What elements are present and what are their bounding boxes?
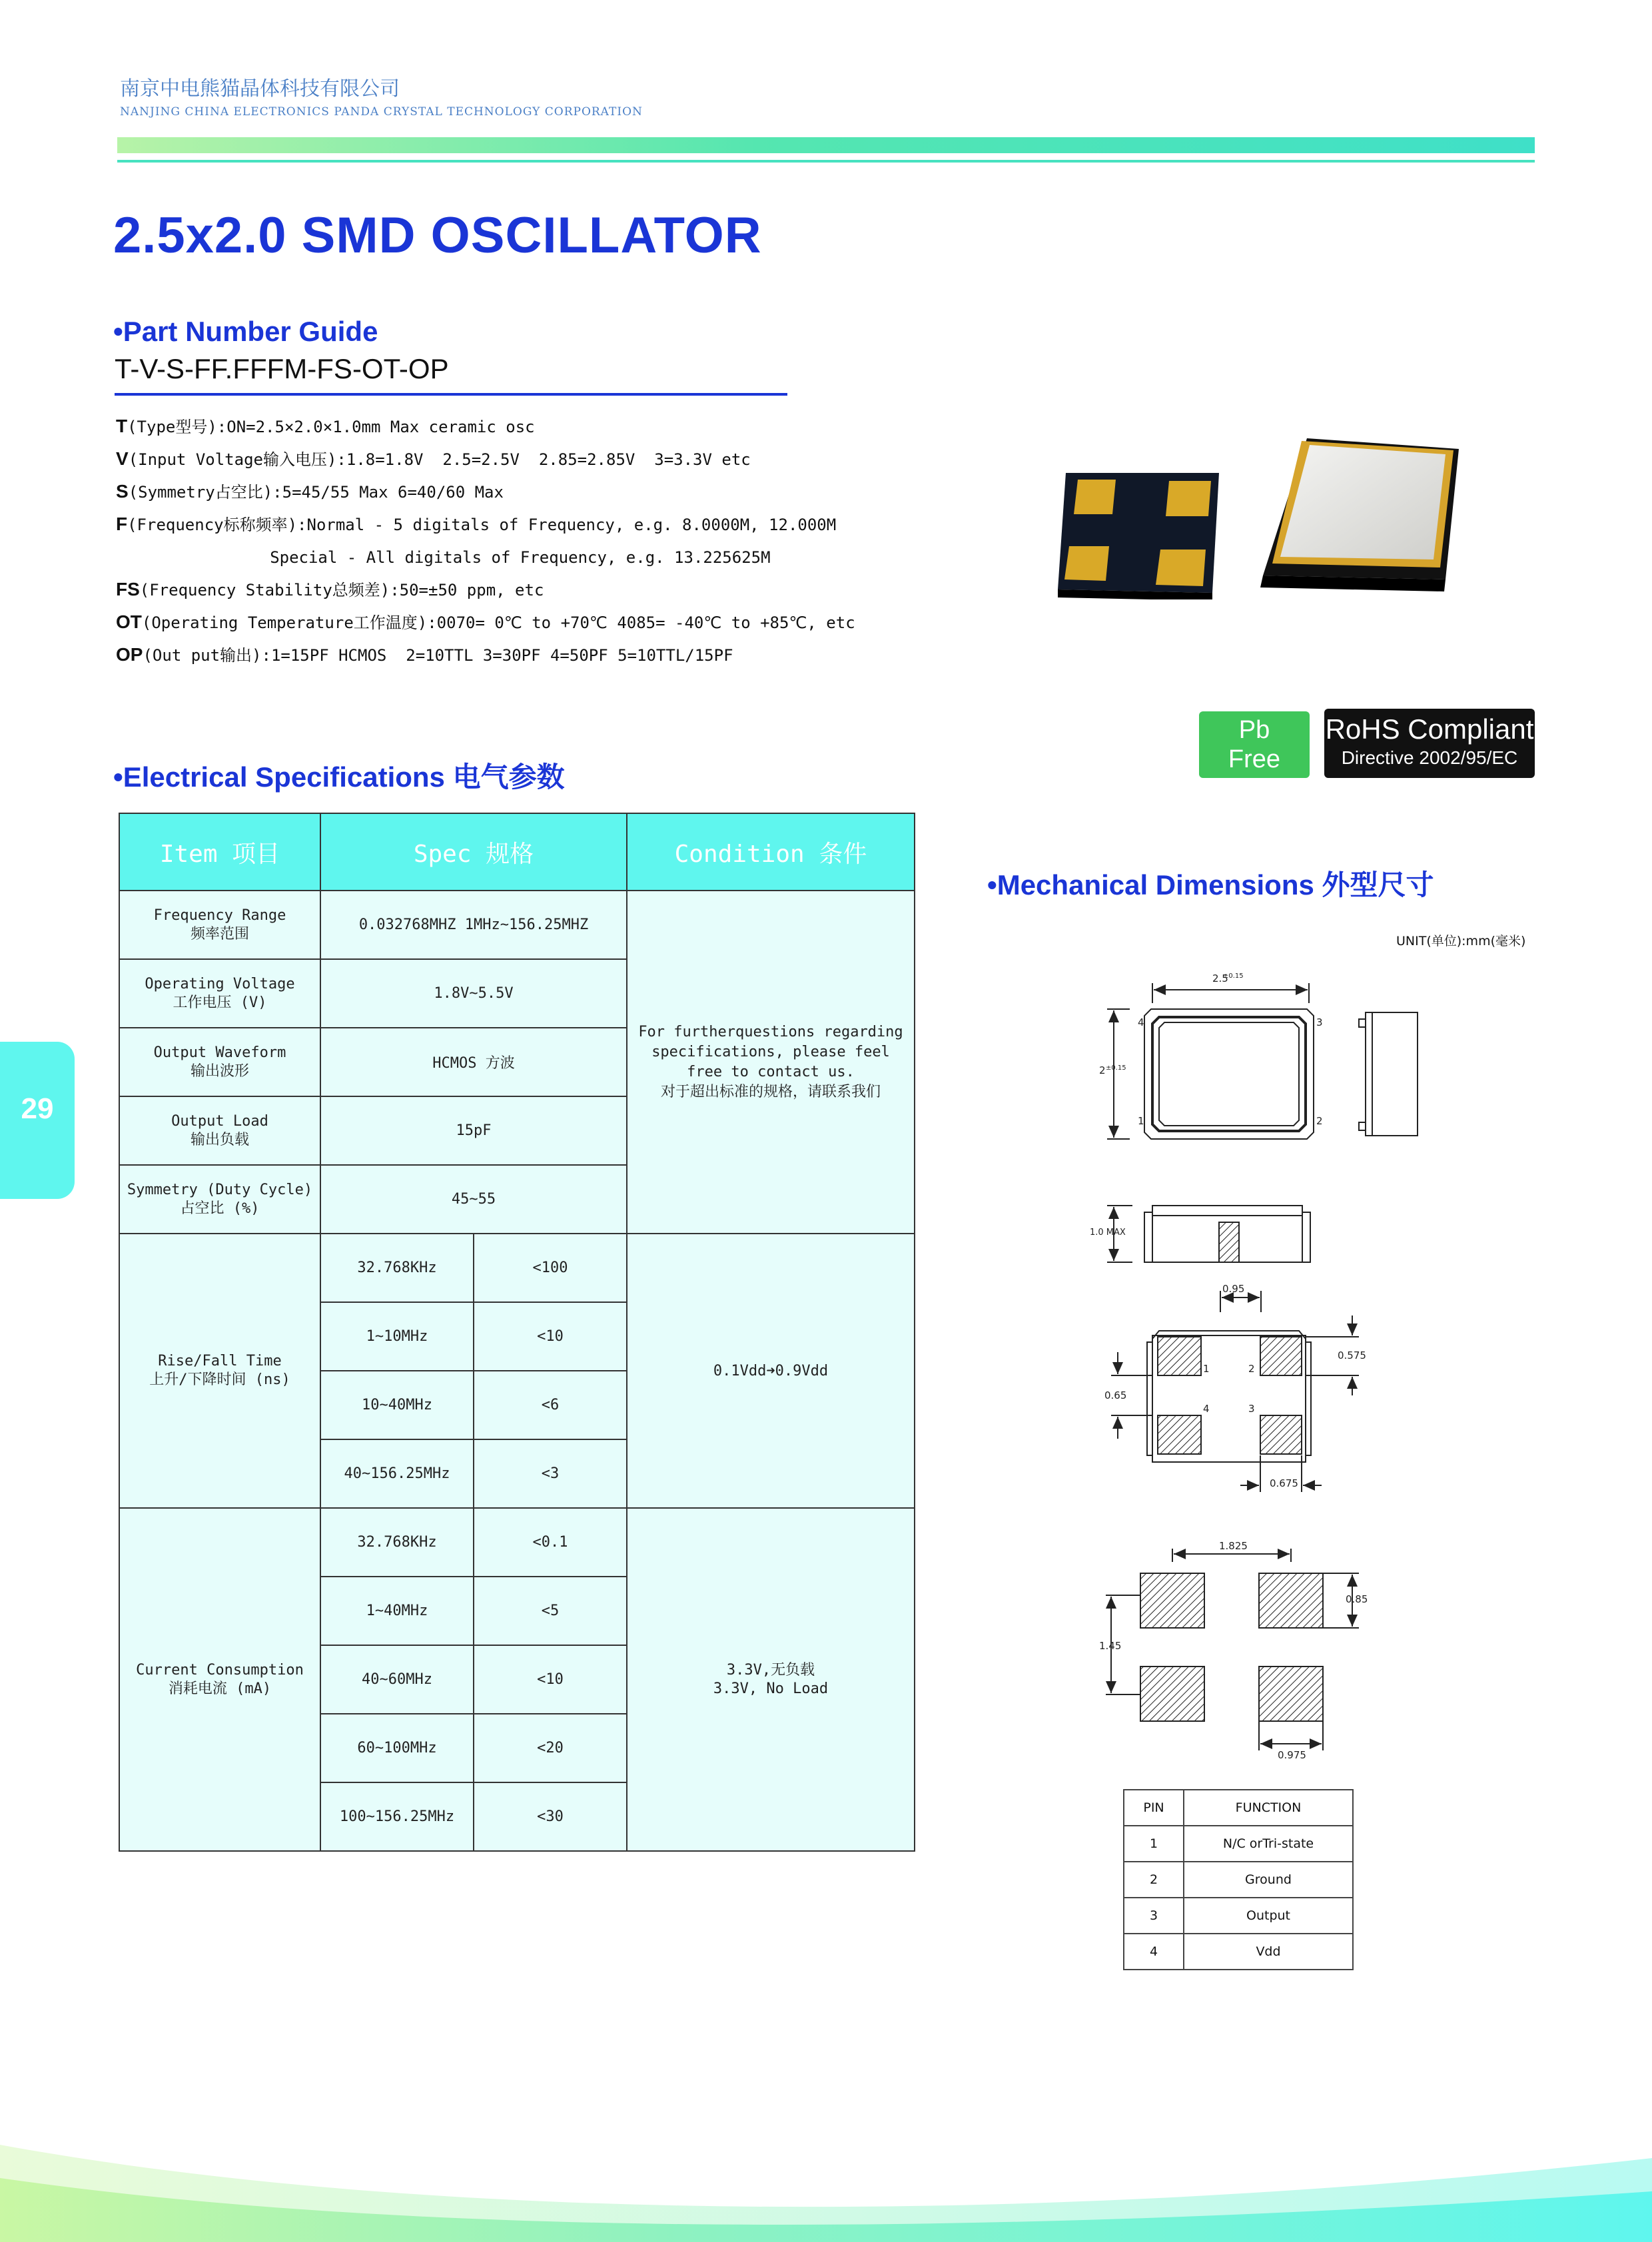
pin-function: Vdd	[1184, 1934, 1353, 1970]
value-cell: <0.1	[474, 1508, 627, 1577]
company-name-en: NANJING CHINA ELECTRONICS PANDA CRYSTAL TECHNOLOGY CORPORATION	[120, 105, 643, 119]
guide-line-frequency: F(Frequency标称频率):Normal - 5 digitals of Frequency, e.g. 8.0000M, 12.000M	[116, 514, 837, 534]
bottom-wave-decoration	[0, 2118, 1652, 2242]
bottom-pin-4: 4	[1203, 1403, 1210, 1415]
freq-cell: 60~100MHz	[320, 1714, 474, 1782]
current-condition-cell: 3.3V,无负载 3.3V, No Load	[627, 1508, 915, 1851]
side-view-drawing	[1090, 1206, 1310, 1262]
dim-height: 1.0 MAX	[1090, 1228, 1126, 1238]
function-header: FUNCTION	[1184, 1790, 1353, 1826]
oscillator-top-view	[1260, 438, 1459, 591]
guide-line-output: OP(Out put输出):1=15PF HCMOS 2=10TTL 3=30PF 4=50PF 5=10TTL/15PF	[116, 644, 733, 665]
spec-cell: 45~55	[320, 1165, 627, 1234]
freq-cell: 40~156.25MHz	[320, 1439, 474, 1508]
top-pin-4: 4	[1138, 1016, 1144, 1028]
dim-land-v: 1.45	[1099, 1640, 1122, 1652]
pb-free-line2: Free	[1228, 745, 1281, 773]
dim-land-w: 0.975	[1278, 1749, 1306, 1761]
dim-width-tol: ±0.15	[1106, 1064, 1126, 1072]
dim-length: 2.5	[1212, 972, 1228, 984]
value-cell: <100	[474, 1234, 627, 1302]
top-view-drawing	[1066, 952, 1418, 1139]
dim-width: 2	[1099, 1064, 1106, 1076]
dim-pad-gap: 0.95	[1222, 1283, 1245, 1295]
pin-function: N/C orTri-state	[1184, 1826, 1353, 1862]
freq-cell: 1~10MHz	[320, 1302, 474, 1371]
value-cell: <30	[474, 1782, 627, 1851]
part-guide-heading: •Part Number Guide	[113, 316, 378, 347]
bottom-pin-2: 2	[1248, 1363, 1255, 1375]
value-cell: <5	[474, 1577, 627, 1645]
pin-function: Ground	[1184, 1862, 1353, 1898]
guide-line-symmetry: S(Symmetry占空比):5=45/55 Max 6=40/60 Max	[116, 481, 504, 502]
dim-length-tol: ±0.15	[1223, 972, 1244, 980]
header-divider	[117, 160, 1535, 163]
dim-pad-h: 0.575	[1338, 1349, 1366, 1361]
dim-pad-v: 0.65	[1104, 1389, 1127, 1401]
pin-header: PIN	[1124, 1790, 1184, 1826]
general-condition-cell: For furtherquestions regarding specifications, please feel free to contact us. 对于超出标准的规格，请联系我们	[627, 891, 915, 1234]
pin-function: Output	[1184, 1898, 1353, 1934]
guide-line-stability: FS(Frequency Stability总频差):50=±50 ppm, etc	[116, 579, 544, 599]
dim-land-span: 1.825	[1219, 1540, 1248, 1552]
table-row	[1124, 1934, 1353, 1970]
freq-cell: 40~60MHz	[320, 1645, 474, 1714]
bottom-view-drawing	[1104, 1283, 1366, 1492]
electrical-heading: •Electrical Specifications 电气参数	[113, 761, 565, 793]
value-cell: <6	[474, 1371, 627, 1439]
item-cell: Output Waveform 输出波形	[119, 1028, 320, 1096]
value-cell: <10	[474, 1302, 627, 1371]
part-guide-list	[116, 410, 855, 671]
electrical-spec-table	[119, 813, 915, 1852]
freq-cell: 10~40MHz	[320, 1371, 474, 1439]
pin-number: 3	[1124, 1898, 1184, 1934]
header-item: Item 项目	[119, 813, 320, 891]
table-row	[1124, 1898, 1353, 1934]
rohs-title: RoHS Compliant	[1325, 713, 1534, 745]
rohs-directive: Directive 2002/95/EC	[1341, 747, 1518, 768]
spec-cell: 0.032768MHZ 1MHz~156.25MHZ	[320, 891, 627, 959]
top-pin-2: 2	[1316, 1115, 1323, 1127]
item-cell: Frequency Range 频率范围	[119, 891, 320, 959]
table-row	[119, 1508, 915, 1577]
table-row	[119, 891, 915, 959]
company-name-cn: 南京中电熊猫晶体科技有限公司	[120, 77, 400, 101]
spec-cell: 1.8V~5.5V	[320, 959, 627, 1028]
header-gradient-bar	[117, 137, 1535, 153]
value-cell: <20	[474, 1714, 627, 1782]
top-pin-1: 1	[1138, 1115, 1144, 1127]
part-code-underline	[115, 393, 787, 396]
land-pattern-drawing	[1099, 1540, 1368, 1761]
unit-label: UNIT(单位):mm(毫米)	[1396, 934, 1526, 948]
pin-function-table	[1123, 1789, 1354, 1970]
pb-free-line1: Pb	[1238, 716, 1270, 744]
value-cell: <3	[474, 1439, 627, 1508]
dim-land-h: 0.85	[1346, 1593, 1368, 1605]
oscillator-bottom-view	[1058, 473, 1219, 599]
page-title: 2.5x2.0 SMD OSCILLATOR	[113, 207, 762, 264]
pin-number: 4	[1124, 1934, 1184, 1970]
pb-free-badge	[1199, 711, 1310, 778]
pin-number: 1	[1124, 1826, 1184, 1862]
guide-line-voltage: V(Input Voltage输入电压):1.8=1.8V 2.5=2.5V 2.85=2.85V 3=3.3V etc	[116, 448, 751, 469]
spec-cell: 15pF	[320, 1096, 627, 1165]
mechanical-heading: •Mechanical Dimensions 外型尺寸	[987, 869, 1434, 901]
guide-line-temperature: OT(Operating Temperature工作温度):0070= 0℃ to +70℃ 4085= -40℃ to +85℃, etc	[116, 611, 855, 632]
rohs-badge	[1324, 709, 1535, 778]
rise-fall-item-cell: Rise/Fall Time 上升/下降时间 (ns)	[119, 1234, 320, 1508]
header-spec: Spec 规格	[320, 813, 627, 891]
bottom-pin-1: 1	[1203, 1363, 1210, 1375]
guide-line-frequency-special: Special - All digitals of Frequency, e.g. 13.225625M	[116, 548, 771, 567]
spec-cell: HCMOS 方波	[320, 1028, 627, 1096]
pin-table-header	[1124, 1790, 1353, 1826]
guide-line-type: T(Type型号):ON=2.5×2.0×1.0mm Max ceramic osc	[116, 416, 535, 436]
table-header-row	[119, 813, 915, 891]
page-number: 29	[21, 1092, 54, 1125]
header-condition: Condition 条件	[627, 813, 915, 891]
freq-cell: 1~40MHz	[320, 1577, 474, 1645]
product-photo	[1019, 426, 1485, 599]
freq-cell: 32.768KHz	[320, 1508, 474, 1577]
current-item-cell: Current Consumption 消耗电流 (mA)	[119, 1508, 320, 1851]
rise-fall-condition-cell: 0.1Vdd➜0.9Vdd	[627, 1234, 915, 1508]
mechanical-drawing	[1066, 952, 1545, 1792]
table-row	[1124, 1826, 1353, 1862]
table-row	[1124, 1862, 1353, 1898]
part-number-code: T-V-S-FF.FFFM-FS-OT-OP	[115, 353, 449, 384]
table-row	[119, 1234, 915, 1302]
top-pin-3: 3	[1316, 1016, 1323, 1028]
value-cell: <10	[474, 1645, 627, 1714]
item-cell: Operating Voltage 工作电压 (V)	[119, 959, 320, 1028]
freq-cell: 100~156.25MHz	[320, 1782, 474, 1851]
dim-pad-w: 0.675	[1270, 1477, 1298, 1489]
pin-number: 2	[1124, 1862, 1184, 1898]
freq-cell: 32.768KHz	[320, 1234, 474, 1302]
bottom-pin-3: 3	[1248, 1403, 1255, 1415]
item-cell: Output Load 输出负载	[119, 1096, 320, 1165]
item-cell: Symmetry (Duty Cycle) 占空比 (%)	[119, 1165, 320, 1234]
